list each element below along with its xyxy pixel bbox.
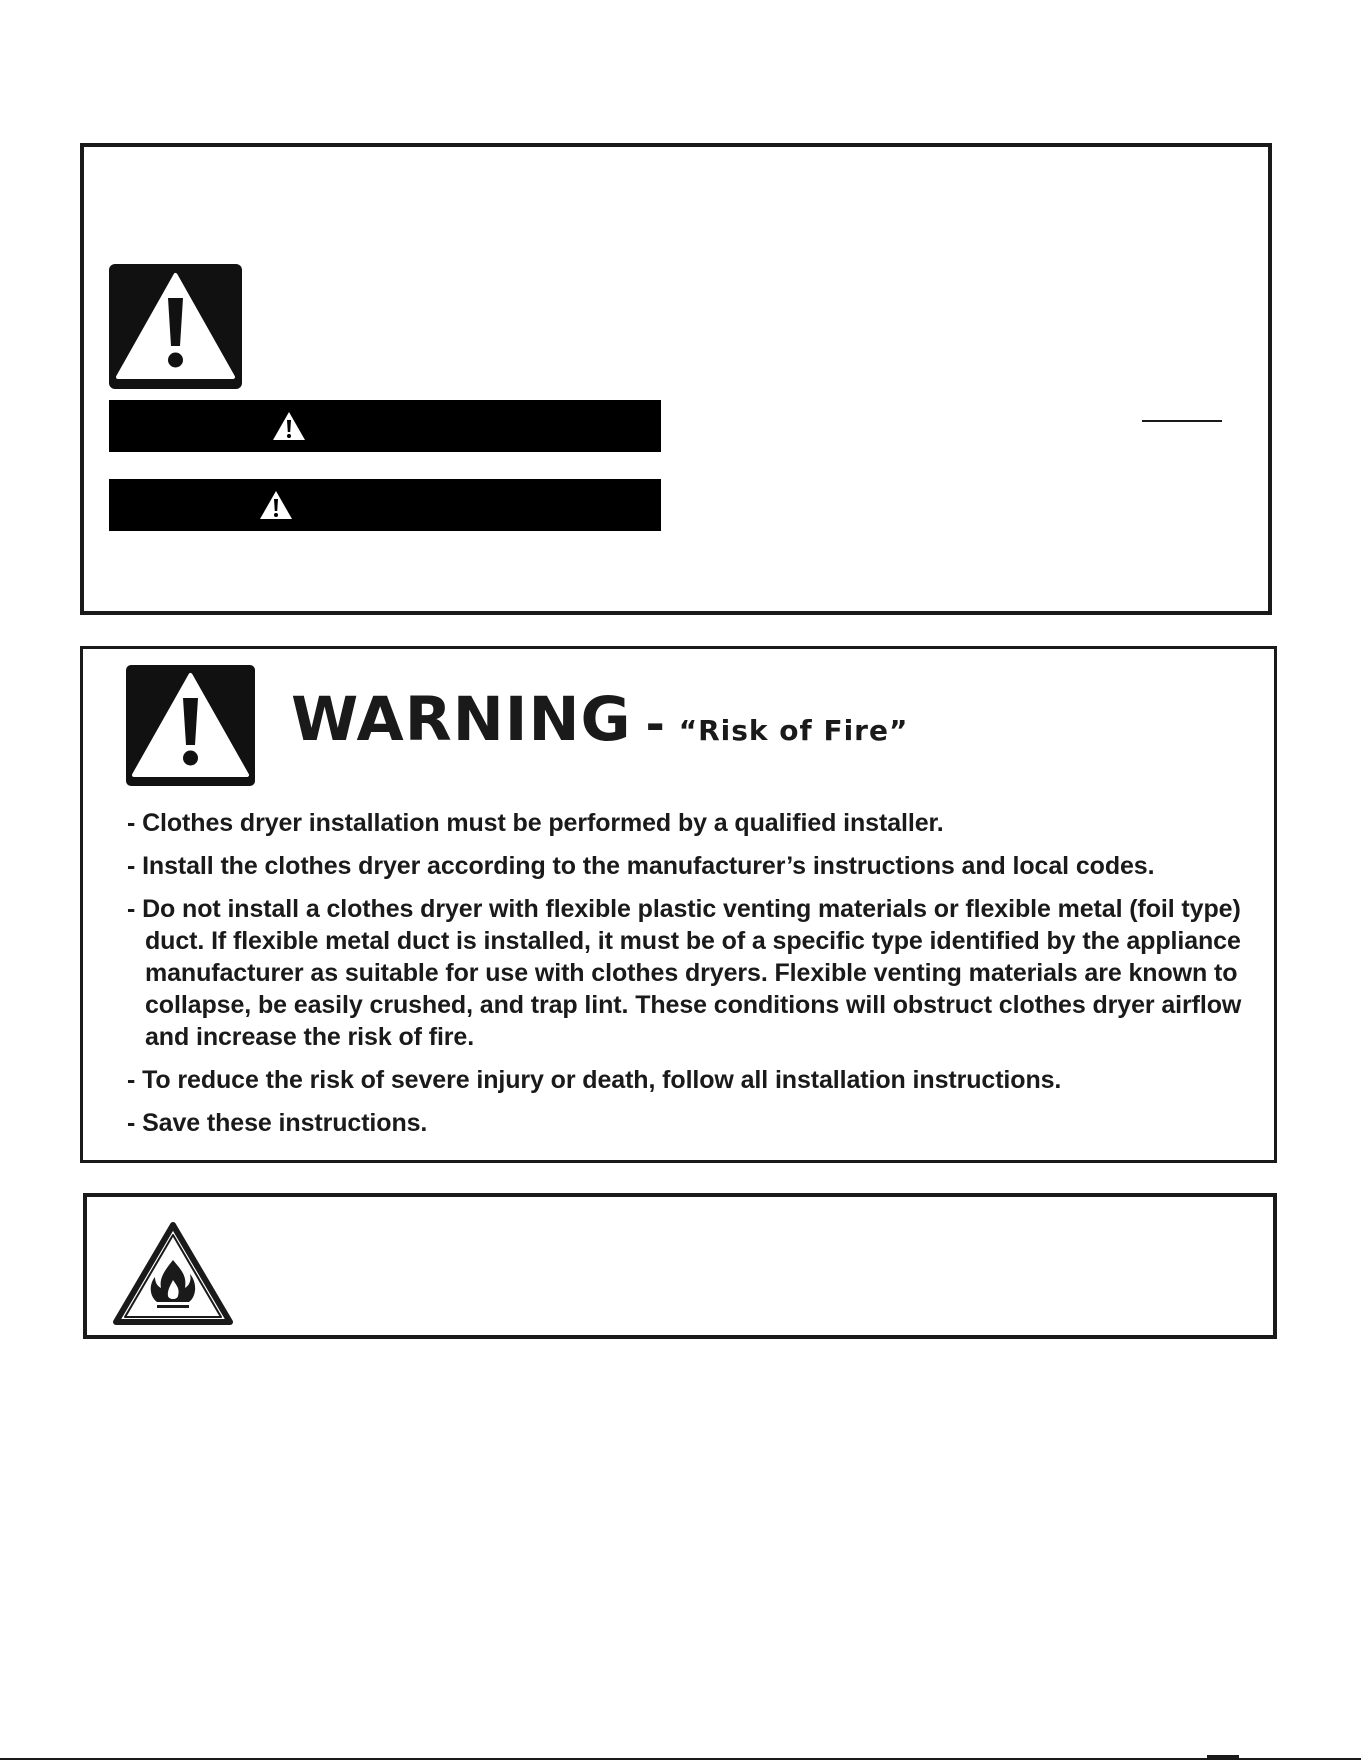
safety-intro-box	[80, 143, 1272, 615]
warning-heading-dash: -	[645, 697, 665, 751]
alert-triangle-icon	[126, 665, 255, 786]
footer-rule	[0, 1758, 1361, 1760]
list-item: - Save these instructions.	[127, 1109, 428, 1137]
alert-triangle-icon	[258, 489, 294, 521]
warning-signal-bar	[109, 479, 661, 531]
warning-heading-word: WARNING	[291, 684, 632, 755]
alert-triangle-icon	[271, 410, 307, 442]
warning-heading	[291, 684, 909, 755]
danger-signal-bar	[109, 400, 661, 452]
list-item: - Install the clothes dryer according to the manufacturer’s instructions and local codes.	[127, 852, 1155, 880]
risk-of-fire-warning-box	[80, 646, 1277, 1163]
list-item: - Clothes dryer installation must be performed by a qualified installer.	[127, 809, 944, 837]
warning-heading-subtitle: “Risk of Fire”	[678, 714, 909, 747]
alert-triangle-icon	[109, 264, 242, 389]
list-item: - To reduce the risk of severe injury or death, follow all installation instructions.	[127, 1066, 1062, 1094]
warning-list	[127, 807, 1267, 1150]
underline-rule	[1142, 420, 1222, 422]
list-item: - Do not install a clothes dryer with flexible plastic venting materials or flexible metal (foil type) duct. If flexible metal duct is installed, it must be of a specific type identified by the appliance manufacturer as suitable for use with clothes dryers. Flexible venting materials are known to collapse, be easily crushed, and trap lint. These conditions will obstruct clothes dryer airflow and increase the risk of fire.	[127, 895, 1242, 1051]
flammable-fire-icon	[111, 1220, 235, 1327]
fire-hazard-box	[83, 1193, 1277, 1339]
footer-mark	[1207, 1755, 1239, 1758]
